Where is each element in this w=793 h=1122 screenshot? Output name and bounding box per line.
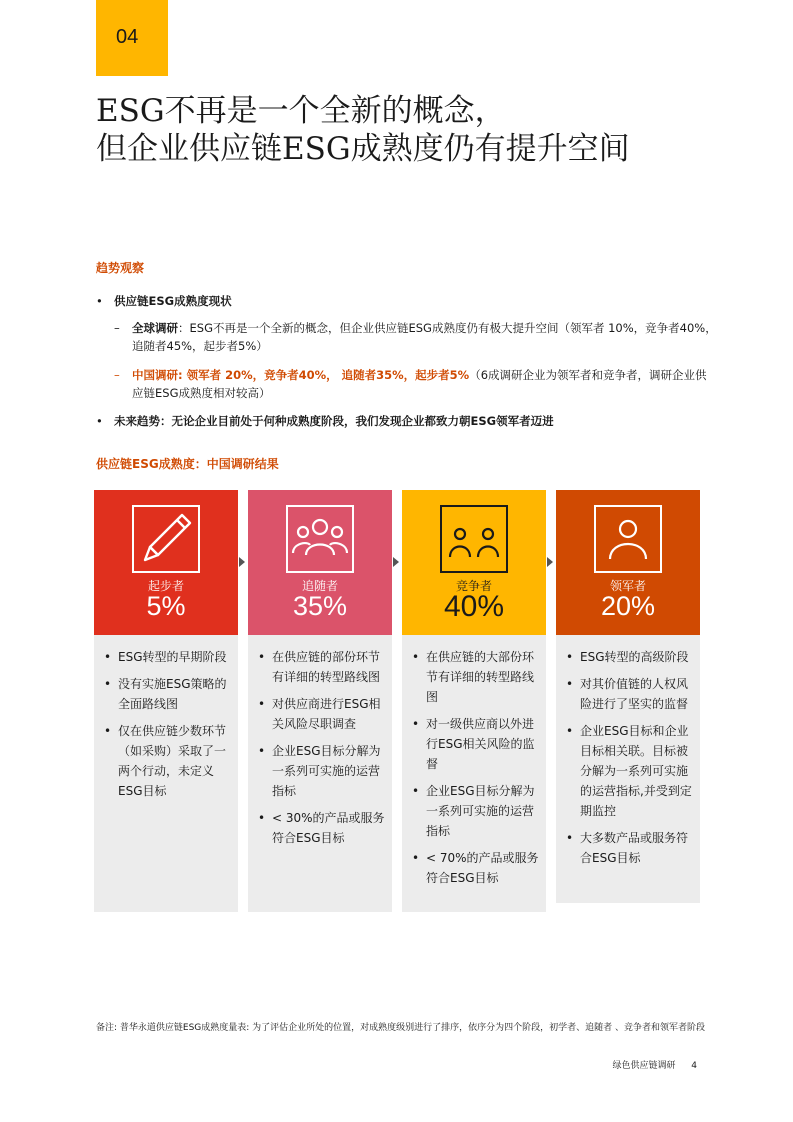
- arrow-icon: [547, 557, 553, 567]
- list-item: • 仅在供应链少数环节（如采购）采取了一两个行动，未定义ESG目标: [104, 721, 232, 801]
- page-title: [96, 92, 736, 168]
- stage-name: 起步者: [147, 579, 184, 593]
- list-item: • 对一级供应商以外进行ESG相关风险的监督: [412, 714, 540, 774]
- title-line-2: 但企业供应链ESG成熟度仍有提升空间: [96, 131, 630, 167]
- stage-percent: 40%: [443, 590, 505, 623]
- stage-description: [94, 635, 238, 912]
- list-item: • ESG转型的高级阶段: [566, 647, 694, 667]
- list-item: • 企业ESG目标分解为一系列可实施的运营指标: [412, 781, 540, 841]
- pair-icon: [440, 505, 508, 573]
- china-label: 中国调研: [132, 368, 178, 382]
- section-number: 04: [116, 26, 139, 48]
- report-name: 绿色供应链调研: [612, 1061, 676, 1071]
- stage-description: [248, 635, 392, 912]
- arrow-icon: [393, 557, 399, 567]
- list-item: • 在供应链的大部份环节有详细的转型路线图: [412, 647, 540, 707]
- arrow-icon: [239, 557, 245, 567]
- stage-card-follower: [248, 490, 392, 912]
- list-item: • 在供应链的部份环节有详细的转型路线图: [258, 647, 386, 687]
- list-item: • 企业ESG目标分解为一系列可实施的运营指标: [258, 741, 386, 801]
- global-text: ：ESG不再是一个全新的概念，但企业供应链ESG成熟度仍有极大提升空间（领军者 10%，竞争者40%， 追随者45%，起步者5%）: [132, 321, 717, 353]
- stage-description: [402, 635, 546, 912]
- stage-header: [402, 490, 546, 635]
- stage-name: 领军者: [609, 579, 646, 593]
- sub-bullet-global: [132, 319, 717, 355]
- bullet-status: • 供应链ESG成熟度现状: [96, 294, 232, 308]
- stage-card-leader: [556, 490, 700, 903]
- person-icon: [594, 505, 662, 573]
- list-item: • 对供应商进行ESG相关风险尽职调查: [258, 694, 386, 734]
- list-item: • 对其价值链的人权风险进行了坚实的监督: [566, 674, 694, 714]
- sub-bullet-china: [132, 366, 717, 402]
- china-figures: : 领军者 20%，竞争者40%， 追随者35%，起步者5%: [178, 368, 470, 382]
- stage-header: [556, 490, 700, 635]
- stage-card-competitor: [402, 490, 546, 912]
- stage-percent: 35%: [292, 591, 348, 621]
- stage-card-starter: [94, 490, 238, 912]
- trend-label: 趋势观察: [96, 261, 145, 275]
- chart-label: 供应链ESG成熟度：中国调研结果: [96, 457, 279, 471]
- stage-name: 追随者: [301, 579, 338, 593]
- bullet-future: • 未来趋势：无论企业目前处于何种成熟度阶段，我们发现企业都致力朝ESG领军者迈进: [96, 414, 554, 428]
- section-number-tab: [96, 0, 168, 76]
- list-item: • ESG转型的早期阶段: [104, 647, 232, 667]
- title-line-1: ESG不再是一个全新的概念，: [96, 93, 506, 129]
- list-item: • < 70%的产品或服务符合ESG目标: [412, 848, 540, 888]
- page-number: 4: [691, 1061, 697, 1071]
- list-item: • < 30%的产品或服务符合ESG目标: [258, 808, 386, 848]
- list-item: • 没有实施ESG策略的全面路线图: [104, 674, 232, 714]
- stage-name: 竞争者: [455, 579, 492, 593]
- group-icon: [286, 505, 354, 573]
- bullet-future-text: 未来趋势：无论企业目前处于何种成熟度阶段，我们发现企业都致力朝ESG领军者迈进: [114, 414, 554, 428]
- stage-header: [248, 490, 392, 635]
- stage-percent: 5%: [146, 591, 186, 621]
- list-item: • 大多数产品或服务符合ESG目标: [566, 828, 694, 868]
- list-item: • 企业ESG目标和企业目标相关联。目标被分解为一系列可实施的运营指标,并受到定期监控: [566, 721, 694, 821]
- china-note: （6成调研企业为领军者和竞争者，调研企业供应链ESG成熟度相对较高）: [132, 368, 707, 400]
- stage-percent: 20%: [600, 591, 656, 621]
- bullet-status-text: 供应链ESG成熟度现状: [114, 294, 232, 308]
- global-label: 全球调研: [132, 321, 178, 335]
- footnote: 备注: 普华永道供应链ESG成熟度量表: 为了评估企业所处的位置，对成熟度级别进行了排序，依序分为四个阶段，初学者、追随者 、竞争者和领军者阶段: [96, 1023, 706, 1033]
- page-footer: [613, 1058, 698, 1071]
- stage-header: [94, 490, 238, 635]
- pencil-icon: [132, 505, 200, 573]
- stage-description: [556, 635, 700, 903]
